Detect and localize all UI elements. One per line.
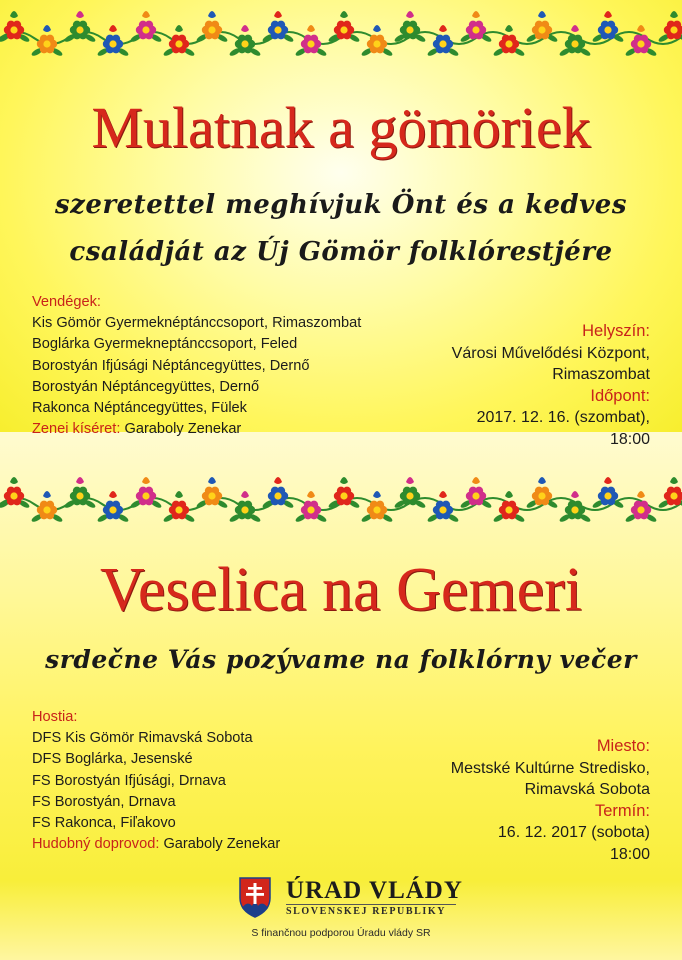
- guest-item: DFS Boglárka, Jesenské: [32, 751, 193, 768]
- venue-line-2: Rimavská Sobota: [524, 781, 650, 798]
- time-label: Időpont:: [590, 386, 650, 405]
- hungarian-invitation-line-1: szeretettel meghívjuk Önt és a kedves: [55, 190, 627, 220]
- venue-line-1: Városi Művelődési Központ,: [451, 344, 650, 362]
- time-line-2: 18:00: [609, 845, 650, 863]
- hungarian-venue-time: [452, 321, 650, 450]
- hungarian-guest-list: [32, 292, 361, 440]
- hungarian-title: Mulatnak a gömöriek: [91, 95, 591, 160]
- slovak-invitation-line: srdečne Vás pozývame na folklórny večer: [45, 645, 637, 674]
- hungarian-invitation-line-2: családját az Új Gömör folklórestjére: [69, 237, 613, 267]
- venue-label: Miesto:: [596, 737, 650, 755]
- folk-flower-border-top: [0, 0, 682, 70]
- time-line-2: 18:00: [609, 430, 650, 448]
- music-line: [32, 834, 280, 855]
- guest-item: FS Borostyán Ifjúsági, Drnava: [32, 772, 226, 789]
- guests-label: Hostia:: [32, 709, 78, 725]
- logo-subtitle: SLOVENSKEJ REPUBLIKY: [286, 906, 447, 917]
- support-note: S finančnou podporou Úradu vlády SR: [251, 927, 431, 939]
- guest-item: FS Borostyán, Drnava: [32, 793, 176, 810]
- guest-item: Borostyán Ifjúsági Néptáncegyüttes, Dernő: [32, 357, 310, 374]
- guest-item: Kis Gömör Gyermeknéptánccsoport, Rimaszombat: [32, 315, 362, 332]
- slovak-coat-of-arms-icon: [238, 876, 272, 918]
- guest-item: Rakonca Néptáncegyüttes, Fülek: [32, 400, 247, 417]
- guest-item: DFS Kis Gömör Rimavská Sobota: [32, 730, 253, 747]
- music-value: Garaboly Zenekar: [124, 421, 242, 438]
- music-label: Hudobný doprovod:: [32, 836, 160, 853]
- slovak-guest-list: [32, 707, 280, 855]
- slovak-title: Veselica na Gemeri: [100, 556, 582, 624]
- time-label: Termín:: [594, 801, 650, 820]
- guests-label: Vendégek:: [32, 294, 101, 310]
- logo-title: ÚRAD VLÁDY: [286, 877, 463, 904]
- music-value: Garaboly Zenekar: [163, 836, 281, 853]
- time-line-1: 16. 12. 2017 (sobota): [497, 824, 650, 841]
- music-label: Zenei kíséret:: [32, 421, 121, 438]
- venue-line-1: Mestské Kultúrne Stredisko,: [450, 759, 650, 777]
- venue-label: Helyszín:: [582, 322, 650, 340]
- logo-divider: [286, 904, 456, 905]
- slovak-venue-time: [451, 736, 650, 865]
- music-line: [32, 419, 361, 440]
- guest-item: FS Rakonca, Fiľakovo: [32, 815, 176, 832]
- folk-flower-border-middle: [0, 466, 682, 536]
- guest-item: Borostyán Néptáncegyüttes, Dernő: [32, 378, 260, 395]
- time-line-1: 2017. 12. 16. (szombat),: [476, 409, 650, 426]
- venue-line-2: Rimaszombat: [552, 366, 650, 383]
- guest-item: Boglárka Gyermekneptánccsoport, Feled: [32, 336, 298, 353]
